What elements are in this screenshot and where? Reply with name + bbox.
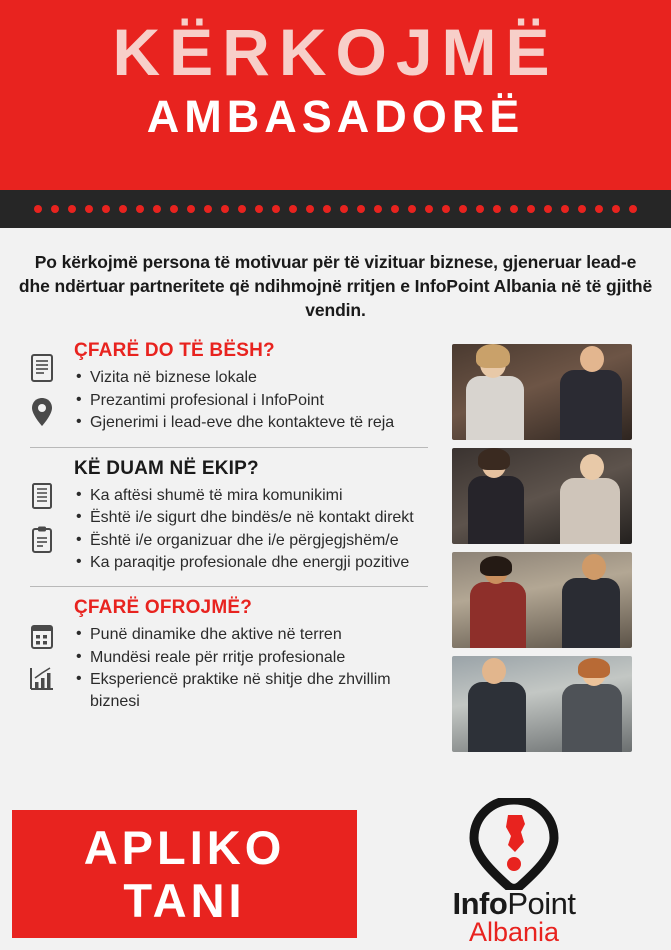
section-tasks-icons [14,340,70,434]
list-item: • Vizita në biznese lokale [74,367,444,388]
photo-business-meeting-2 [452,448,632,544]
decorative-dot [544,205,552,213]
decorative-dot [595,205,603,213]
section-profile-list [74,485,444,574]
decorative-dot [204,205,212,213]
page-title: KËRKOJMË [112,15,559,89]
photo-street-conversation [452,552,632,648]
section-profile-title: KË DUAM NË EKIP? [74,457,259,479]
section-offer [14,593,444,715]
poster-header [0,0,671,190]
photo-handshake-outdoors [452,656,632,752]
section-tasks-list [74,367,444,433]
section-divider-1 [30,447,428,448]
decorative-dot [102,205,110,213]
page-subtitle: AMBASADORË [146,90,525,142]
decorative-dot [119,205,127,213]
section-profile [14,454,444,577]
decorative-dot [221,205,229,213]
list-item: • Gjenerimi i lead-eve dhe kontakteve të reja [74,412,444,433]
decorative-dot [374,205,382,213]
list-item: • Eksperiencë praktike në shitje dhe zhvillim biznesi [74,669,444,712]
body-content [0,332,671,752]
section-tasks [14,336,444,436]
poster-footer [0,805,671,950]
section-divider-2 [30,586,428,587]
sections-column [14,336,444,752]
decorative-dot [34,205,42,213]
decorative-dot [238,205,246,213]
apply-label-line2: TANI [123,874,246,927]
photo-business-meeting-1 [452,344,632,440]
decorative-dot [442,205,450,213]
photo-column [452,336,632,752]
decorative-dot [357,205,365,213]
logo-pin-icon [399,798,629,890]
calendar-icon [29,622,55,652]
apply-now-button[interactable] [12,810,357,938]
decorative-dot [425,205,433,213]
decorative-dot [170,205,178,213]
decorative-dot [561,205,569,213]
decorative-dot [527,205,535,213]
decorative-dot [68,205,76,213]
logo-wordmark [399,885,629,921]
decorative-dot [629,205,637,213]
building-icon [29,481,55,511]
decorative-dot [340,205,348,213]
section-tasks-title: ÇFARË DO TË BËSH? [74,340,275,362]
decorative-dot [153,205,161,213]
decorative-dot [476,205,484,213]
decorative-dot [612,205,620,213]
list-item: • Prezantimi profesional i InfoPoint [74,390,444,411]
section-offer-body [70,597,444,713]
section-tasks-body [70,340,444,434]
document-icon [29,353,55,383]
location-pin-icon [30,397,54,427]
decorative-dot [187,205,195,213]
decorative-dot [85,205,93,213]
apply-label-line1: APLIKO [83,821,286,874]
logo-word-point: Point [507,885,576,921]
decorative-dot [136,205,144,213]
clipboard-icon [29,525,55,555]
decorative-dot [289,205,297,213]
decorative-dot [306,205,314,213]
section-offer-title: ÇFARË OFROJMË? [74,597,253,619]
decorative-dot [578,205,586,213]
decorative-dot [510,205,518,213]
list-item: • Punë dinamike dhe aktive në terren [74,624,444,645]
chart-growth-icon [28,666,56,692]
intro-paragraph: Po kërkojmë persona të motivuar për të vizituar biznese, gjeneruar lead-e dhe ndërtuar partneritete që ndihmojnë rritjen e InfoPoint Albania në të gjithë vendin. [18,252,653,321]
section-profile-icons [14,458,70,575]
list-item: • Ka aftësi shumë të mira komunikimi [74,485,444,506]
decorative-dot [408,205,416,213]
list-item: • Është i/e sigurt dhe bindës/e në kontakt direkt [74,507,444,528]
list-item: • Mundësi reale për rritje profesionale [74,647,444,668]
list-item: • Ka paraqitje profesionale dhe energji pozitive [74,552,444,573]
list-item: • Është i/e organizuar dhe i/e përgjegjshëm/e [74,530,444,551]
decorative-dot [323,205,331,213]
infopoint-logo [399,798,629,946]
section-offer-icons [14,597,70,713]
decorative-dot-divider [0,190,671,228]
section-offer-list [74,624,444,712]
decorative-dot [272,205,280,213]
decorative-dot [493,205,501,213]
decorative-dot [51,205,59,213]
decorative-dot [391,205,399,213]
decorative-dot [255,205,263,213]
logo-subtitle: Albania [468,916,560,947]
decorative-dot [459,205,467,213]
section-profile-body [70,458,444,575]
logo-word-info: Info [452,885,508,921]
